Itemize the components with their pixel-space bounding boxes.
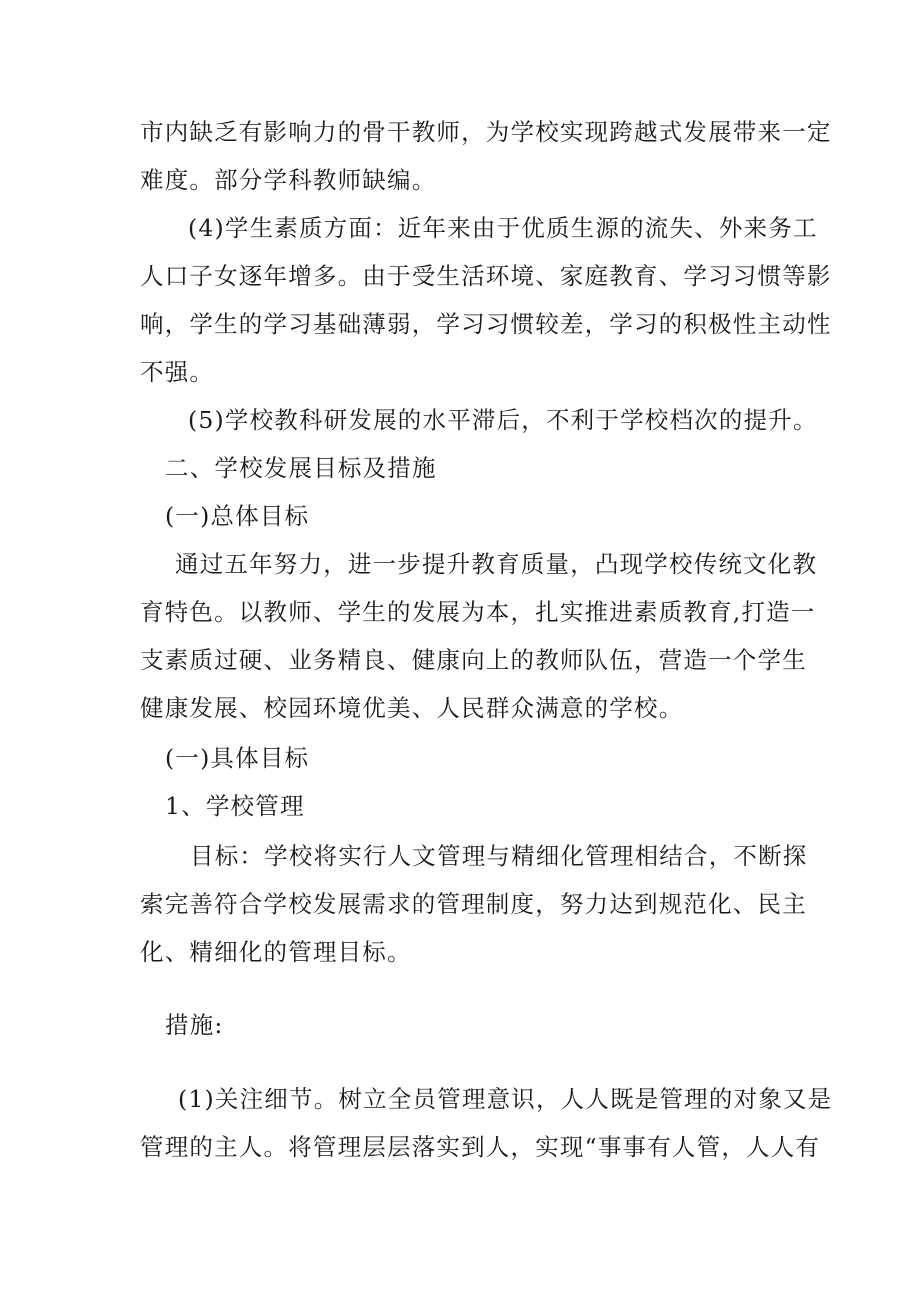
paragraph-line: 健康发展、校园环境优美、人民群众满意的学校。	[140, 694, 684, 722]
paragraph-line: 通过五年努力，进一步提升教育质量，凸现学校传统文化教	[175, 550, 818, 578]
paragraph-line: (5)学校教科研发展的水平滞后，不利于学校档次的提升。	[188, 406, 818, 434]
subsection-heading: (一)具体目标	[165, 744, 310, 772]
paragraph-line: 育特色。以教师、学生的发展为本，扎实推进素质教育,打造一	[140, 598, 816, 626]
paragraph-line: 不强。	[140, 358, 215, 386]
paragraph-line: 难度。部分学科教师缺编。	[140, 166, 437, 194]
paragraph-line: (1)关注细节。树立全员管理意识，人人既是管理的对象又是	[178, 1085, 833, 1113]
subsection-heading: (一)总体目标	[165, 502, 310, 530]
subsection-heading: 1、学校管理	[165, 792, 305, 820]
section-heading: 二、学校发展目标及措施	[165, 454, 437, 482]
paragraph-line: (4)学生素质方面：近年来由于优质生源的流失、外来务工	[188, 214, 818, 242]
paragraph-label: 措施:	[165, 1011, 224, 1039]
paragraph-line: 化、精细化的管理目标。	[140, 938, 412, 966]
paragraph-line: 管理的主人。将管理层层落实到人，实现“事事有人管，人人有	[140, 1133, 821, 1161]
paragraph-line: 索完善符合学校发展需求的管理制度，努力达到规范化、民主	[140, 890, 807, 918]
paragraph-line: 人口子女逐年增多。由于受生活环境、家庭教育、学习习惯等影	[140, 262, 832, 290]
paragraph-line: 目标：学校将实行人文管理与精细化管理相结合，不断探	[190, 842, 808, 870]
paragraph-line: 支素质过硬、业务精良、健康向上的教师队伍，营造一个学生	[140, 646, 807, 674]
paragraph-line: 响，学生的学习基础薄弱，学习习惯较差，学习的积极性主动性	[140, 310, 832, 338]
paragraph-line: 市内缺乏有影响力的骨干教师，为学校实现跨越式发展带来一定	[140, 118, 832, 146]
